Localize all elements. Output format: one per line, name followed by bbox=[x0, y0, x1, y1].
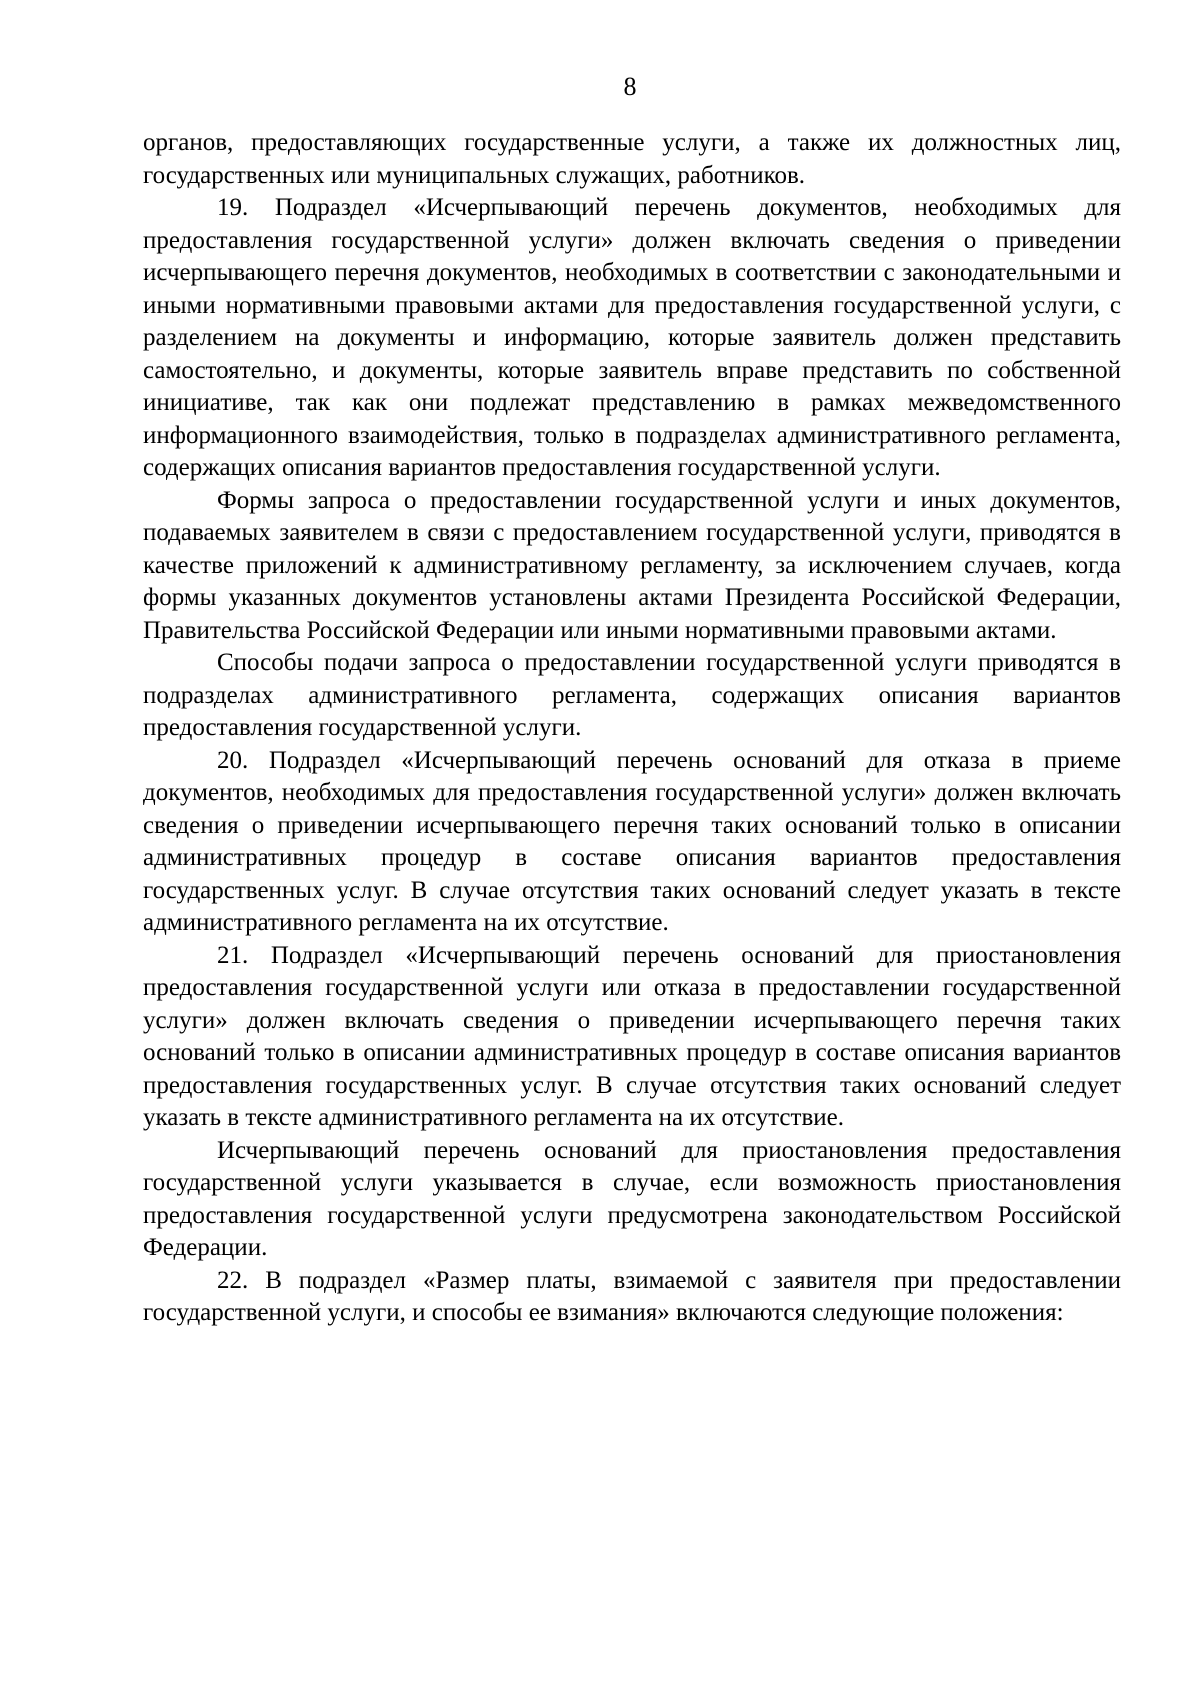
paragraph-item-22: 22. В подраздел «Размер платы, взимаемой с заявителя при предоставлении государственной услуги, и способы ее взимания» включаются следующие положения: bbox=[143, 1266, 1121, 1326]
paragraph-continuation: органов, предоставляющих государственные услуги, а также их должностных лиц, государственных или муниципальных служащих, работников. bbox=[143, 129, 1121, 189]
document-body bbox=[143, 127, 1121, 1330]
paragraph-request-forms: Формы запроса о предоставлении государственной услуги и иных документов, подаваемых заявителем в связи с предоставлением государственной услуги, приводятся в качестве приложений к административному регламенту, за исключением случаев, когда формы указанных документов установлены актами Президента Российской Федерации, Правительства Российской Федерации или иными нормативными правовыми актами. bbox=[143, 486, 1121, 644]
paragraph-item-20: 20. Подраздел «Исчерпывающий перечень оснований для отказа в приеме документов, необходимых для предоставления государственной услуги» должен включать сведения о приведении исчерпывающего перечня таких оснований только в описании административных процедур в составе описания вариантов предоставления государственных услуг. В случае отсутствия таких оснований следует указать в тексте административного регламента на их отсутствие. bbox=[143, 746, 1121, 936]
paragraph-item-19: 19. Подраздел «Исчерпывающий перечень документов, необходимых для предоставления государственной услуги» должен включать сведения о приведении исчерпывающего перечня документов, необходимых в соответствии с законодательными и иными нормативными правовыми актами для предоставления государственной услуги, с разделением на документы и информацию, которые заявитель должен представить самостоятельно, и документы, которые заявитель вправе представить по собственной инициативе, так как они подлежат представлению в рамках межведомственного информационного взаимодействия, только в подразделах административного регламента, содержащих описания вариантов предоставления государственной услуги. bbox=[143, 194, 1121, 481]
paragraph-suspension-grounds: Исчерпывающий перечень оснований для приостановления предоставления государственной услуги указывается в случае, если возможность приостановления предоставления государственной услуги предусмотрена законодательством Российской Федерации. bbox=[143, 1136, 1121, 1261]
page-number: 8 bbox=[623, 72, 637, 101]
paragraph-item-21: 21. Подраздел «Исчерпывающий перечень оснований для приостановления предоставления государственной услуги или отказа в предоставлении государственной услуги» должен включать сведения о приведении исчерпывающего перечня таких оснований только в описании административных процедур в составе описания вариантов предоставления государственных услуг. В случае отсутствия таких оснований следует указать в тексте административного регламента на их отсутствие. bbox=[143, 941, 1121, 1131]
paragraph-submission-methods: Способы подачи запроса о предоставлении государственной услуги приводятся в подразделах административного регламента, содержащих описания вариантов предоставления государственной услуги. bbox=[143, 649, 1121, 741]
